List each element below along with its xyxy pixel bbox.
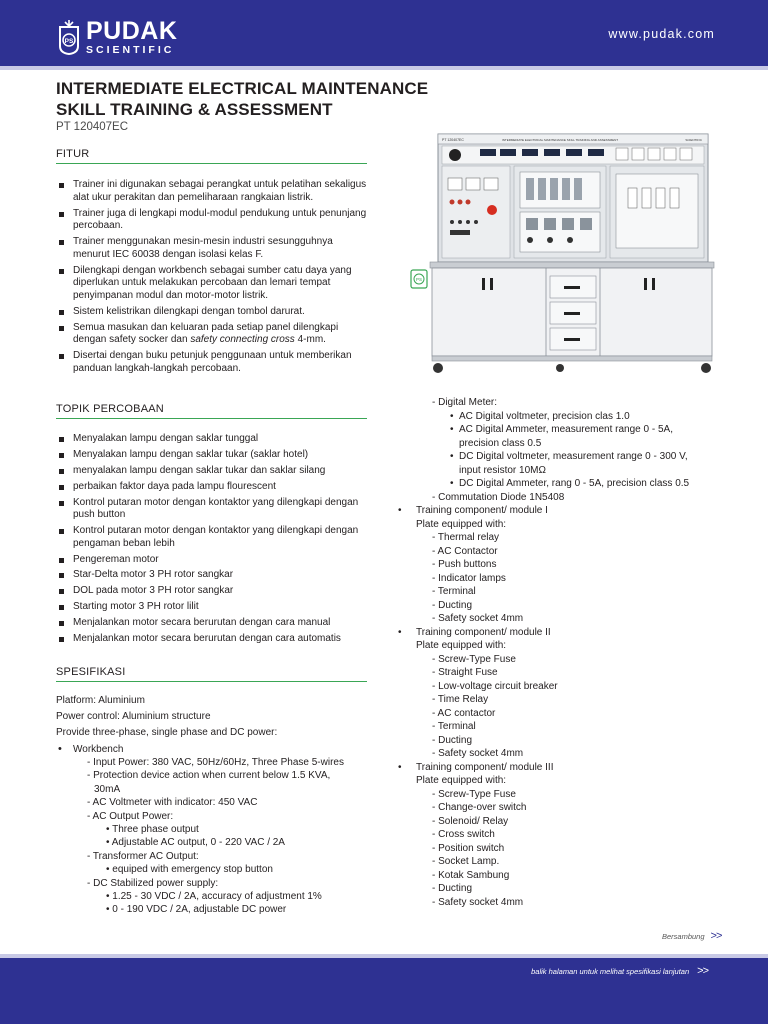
- pudak-logo-icon: [56, 19, 82, 55]
- module-item: - Low-voltage circuit breaker: [432, 680, 558, 692]
- spec-line: • DC Digital voltmeter, measurement range 0 - 300 V,: [398, 450, 728, 464]
- spec-provide: Provide three-phase, single phase and DC power:: [56, 727, 278, 739]
- spec-line: • equiped with emergency stop button: [106, 864, 273, 876]
- spec-line: precision class 0.5: [459, 437, 542, 449]
- product-trainer-image: [410, 130, 715, 376]
- module-title: • Training component/ module III: [398, 761, 728, 775]
- svg-text:PS: PS: [415, 277, 423, 282]
- module-item: - Terminal: [432, 721, 476, 732]
- spec-line: • 1.25 - 30 VDC / 2A, accuracy of adjustment 1%: [106, 891, 322, 903]
- list-item: Dilengkapi dengan workbench sebagai sumber catu daya yang diperlukan untuk melakukan percobaan dan lemari tempat penyimpanan modul dan motor-motor listrik.: [56, 265, 372, 303]
- spec-right-column: [398, 396, 728, 909]
- module-item: - AC contactor: [432, 707, 496, 719]
- module-item: - Screw-Type Fuse: [432, 653, 516, 665]
- spec-line: - AC Voltmeter with indicator: 450 VAC: [87, 797, 258, 809]
- list-item: Pengereman motor: [56, 554, 372, 567]
- plate-label: Plate equipped with:: [416, 518, 507, 530]
- spec-line: • Adjustable AC output, 0 - 220 VAC / 2A: [106, 837, 285, 849]
- page-title: [56, 78, 428, 120]
- module-item: - Position switch: [432, 842, 505, 854]
- list-item: Menjalankan motor secara berurutan dengan cara manual: [56, 617, 372, 630]
- spec-line: • AC Digital voltmeter, precision clas 1.0: [398, 410, 728, 424]
- list-item: Menyalakan lampu dengan saklar tunggal: [56, 433, 372, 446]
- plate-label: Plate equipped with:: [416, 775, 507, 786]
- fitur-list: [56, 179, 372, 379]
- spec-line: - Input Power: 380 VAC, 50Hz/60Hz, Three Phase 5-wires: [87, 757, 344, 769]
- list-item: DOL pada motor 3 PH rotor sangkar: [56, 585, 372, 598]
- spec-line: • 0 - 190 VDC / 2A, adjustable DC power: [106, 904, 287, 916]
- double-chevron-right-icon: >>: [697, 965, 708, 977]
- page-title-line2: SKILL TRAINING & ASSESSMENT: [56, 100, 333, 119]
- list-item-italic: safety connecting cross: [190, 334, 295, 346]
- panel-label-center: INTERMEDIATE ELECTRICAL MAINTENANCE SKILL TRAINING AND ASSESSMENT: [501, 138, 619, 142]
- pudak-logo[interactable]: [56, 18, 177, 56]
- spec-line: • Three phase output: [106, 824, 199, 836]
- module-item: - Safety socket 4mm: [432, 896, 524, 908]
- list-item: Trainer juga di lengkapi modul-modul pendukung untuk penunjang percobaan.: [56, 208, 372, 233]
- spec-line: - AC Output Power:: [87, 810, 174, 822]
- module-item: - Time Relay: [432, 694, 489, 705]
- continued-label: [662, 930, 721, 942]
- list-item: Trainer ini digunakan sebagai perangkat untuk pelatihan sekaligus alat ukur perakitan dan pemeliharaan rangkaian listrik.: [56, 179, 372, 204]
- list-item: Kontrol putaran motor dengan kontaktor yang dilengkapi dengan push button: [56, 497, 372, 522]
- list-item: Trainer menggunakan mesin-mesin industri sesungguhnya menurut IEC 60038 dengan isolasi kelas F.: [56, 236, 372, 261]
- panel-label-right: SCIENTIFIC: [685, 138, 702, 142]
- section-heading-spesifikasi: SPESIFIKASI: [56, 666, 367, 682]
- spec-left-column: [56, 694, 376, 917]
- spec-line: • DC Digital Ammeter, rang 0 - 5A, precision class 0.5: [398, 477, 728, 491]
- module-item: - Cross switch: [432, 829, 495, 840]
- list-item: Disertai dengan buku petunjuk penggunaan untuk memberikan panduan langkah-langkah percobaan.: [56, 350, 372, 375]
- model-number: PT 120407EC: [56, 121, 129, 133]
- spec-line: 30mA: [94, 783, 121, 795]
- website-link[interactable]: www.pudak.com: [608, 27, 715, 41]
- list-item: Sistem kelistrikan dilengkapi dengan tombol darurat.: [56, 306, 372, 319]
- spec-line: • AC Digital Ammeter, measurement range 0 - 5A,: [398, 423, 728, 437]
- brand-sub: SCIENTIFIC: [86, 43, 175, 56]
- module-item: - Safety socket 4mm: [432, 613, 524, 624]
- spec-platform: Platform: Aluminium: [56, 695, 145, 706]
- module-item: - AC Contactor: [432, 545, 498, 557]
- spec-power-control: Power control: Aluminium structure: [56, 711, 211, 723]
- module-item: - Ducting: [432, 734, 473, 746]
- list-item-text: Semua masukan dan keluaran pada setiap panel dilengkapi dengan safety socker dan: [73, 321, 339, 346]
- list-item: perbaikan faktor daya pada lampu flourescent: [56, 481, 372, 494]
- module-item: - Solenoid/ Relay: [432, 815, 509, 827]
- list-item: Kontrol putaran motor dengan kontaktor yang dilengkapi dengan pengaman beban lebih: [56, 525, 372, 550]
- list-item: Menyalakan lampu dengan saklar tukar (saklar hotel): [56, 449, 372, 462]
- module-item: - Ducting: [432, 883, 473, 894]
- list-item: [56, 322, 372, 347]
- list-item: Star-Delta motor 3 PH rotor sangkar: [56, 569, 372, 582]
- module-item: - Kotak Sambung: [432, 869, 510, 881]
- list-item-tail: 4-mm.: [294, 334, 326, 346]
- header-bar: [0, 0, 768, 66]
- page-title-line1: INTERMEDIATE ELECTRICAL MAINTENANCE: [56, 79, 429, 98]
- spec-line: input resistor 10MΩ: [459, 464, 546, 476]
- next-page-note: [531, 965, 708, 977]
- spec-workbench: • Workbench: [56, 743, 376, 756]
- footer-bar: [0, 958, 768, 1024]
- section-heading-topik: TOPIK PERCOBAAN: [56, 403, 367, 419]
- module-item: - Push buttons: [432, 559, 497, 570]
- module-item: - Ducting: [432, 599, 473, 611]
- continued-text: Bersambung: [662, 931, 705, 941]
- spec-line: - DC Stabilized power supply:: [87, 877, 219, 889]
- module-item: - Indicator lamps: [432, 572, 506, 584]
- module-item: - Change-over switch: [432, 802, 527, 813]
- module-title: • Training component/ module I: [398, 504, 728, 518]
- spec-line: - Protection device action when current below 1.5 KVA,: [87, 770, 331, 782]
- topik-list: [56, 433, 372, 649]
- next-page-text: balik halaman untuk melihat spesifikasi lanjutan: [531, 966, 690, 976]
- spec-line: - Transformer AC Output:: [87, 850, 199, 862]
- list-item: Starting motor 3 PH rotor lilit: [56, 601, 372, 614]
- spec-line: - Commutation Diode 1N5408: [432, 491, 565, 503]
- module-item: - Terminal: [432, 586, 476, 597]
- module-item: - Safety socket 4mm: [432, 748, 524, 759]
- section-heading-fitur: FITUR: [56, 148, 367, 164]
- list-item: Menjalankan motor secara berurutan dengan cara automatis: [56, 633, 372, 646]
- double-chevron-right-icon: >>: [710, 930, 722, 942]
- spec-line: - Digital Meter:: [432, 397, 498, 408]
- list-item: menyalakan lampu dengan saklar tukar dan saklar silang: [56, 465, 372, 478]
- svg-text:PS: PS: [64, 38, 74, 45]
- panel-label-left: PT 120407EC: [442, 138, 464, 142]
- module-title: • Training component/ module II: [398, 626, 728, 640]
- brand-name: PUDAK: [86, 16, 178, 45]
- plate-label: Plate equipped with:: [416, 640, 507, 651]
- module-item: - Thermal relay: [432, 532, 500, 543]
- module-item: - Socket Lamp.: [432, 856, 500, 867]
- module-item: - Straight Fuse: [432, 667, 498, 678]
- module-item: - Screw-Type Fuse: [432, 788, 516, 800]
